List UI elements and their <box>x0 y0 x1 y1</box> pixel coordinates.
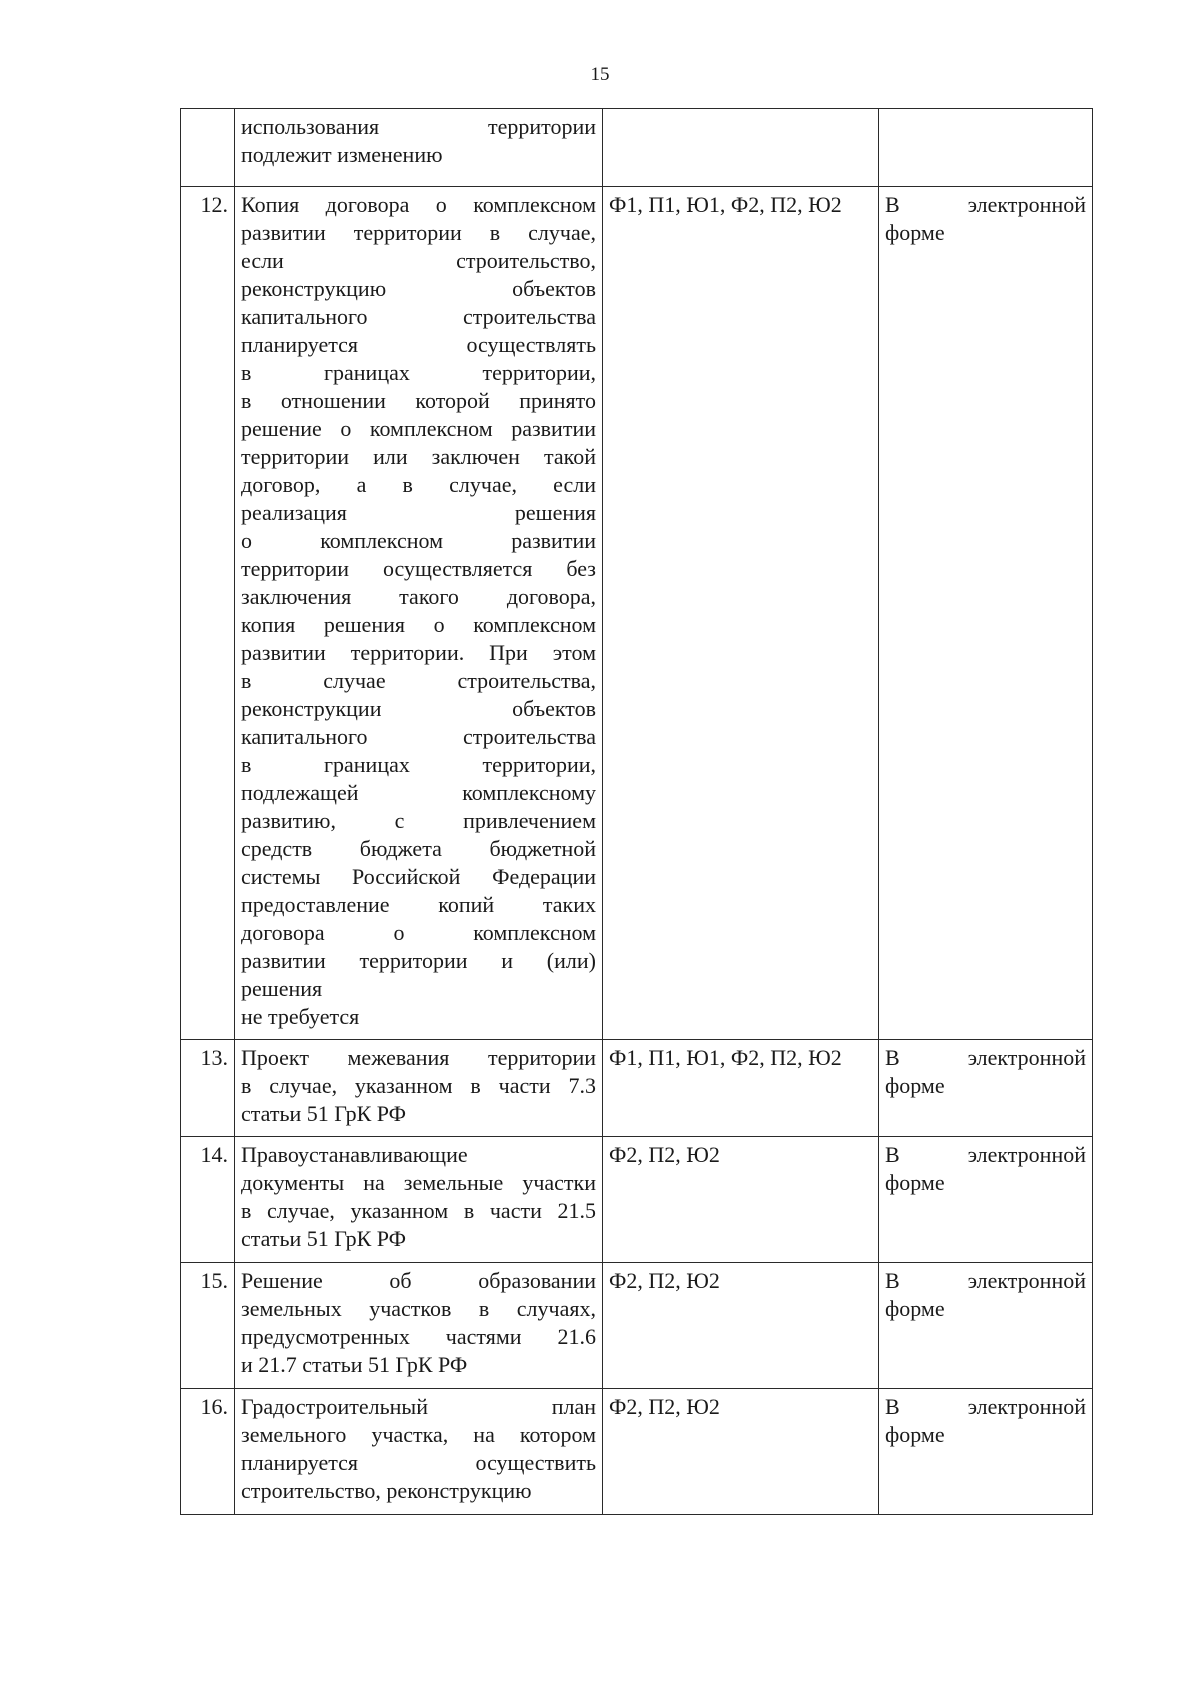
table-row <box>181 109 1093 187</box>
document-description-line: и 21.7 статьи 51 ГрК РФ <box>241 1352 468 1377</box>
document-description <box>235 1137 603 1263</box>
document-description-line: статьи 51 ГрК РФ <box>241 1101 407 1126</box>
document-description <box>235 1263 603 1389</box>
document-description-line: в границах территории, <box>241 360 596 385</box>
document-description-line: подлежит изменению <box>241 142 443 167</box>
document-description-line: в случае, указанном в части 7.3 <box>241 1073 596 1098</box>
document-description-line: развитии территории и (или) <box>241 948 596 973</box>
document-description <box>235 1040 603 1137</box>
submission-form-line: форме <box>885 1170 945 1195</box>
document-description-line: земельных участков в случаях, <box>241 1296 596 1321</box>
document-description-line: в случае, указанном в части 21.5 <box>241 1198 596 1223</box>
document-description-line: планируется осуществлять <box>241 332 596 357</box>
row-number: 14. <box>181 1137 235 1263</box>
document-description-line: статьи 51 ГрК РФ <box>241 1226 407 1251</box>
submission-form-line: В электронной <box>885 1268 1086 1293</box>
document-description-line: планируется осуществить <box>241 1450 596 1475</box>
document-description-line: не требуется <box>241 1004 360 1029</box>
submission-form-line: В электронной <box>885 1045 1086 1070</box>
document-description-line: в границах территории, <box>241 752 596 777</box>
submission-form <box>879 1040 1093 1137</box>
document-description-line: предусмотренных частями 21.6 <box>241 1324 596 1349</box>
document-description-line: территории или заключен такой <box>241 444 596 469</box>
document-description-line: в случае строительства, <box>241 668 596 693</box>
submission-form <box>879 109 1093 187</box>
document-description-line: реализация решения <box>241 500 596 525</box>
page-number: 15 <box>590 64 610 85</box>
submission-form <box>879 1389 1093 1515</box>
table-row <box>181 1263 1093 1389</box>
document-description-line: заключения такого договора, <box>241 584 596 609</box>
submission-form <box>879 187 1093 1040</box>
document-description-line: развитию, с привлечением <box>241 808 596 833</box>
document-description <box>235 109 603 187</box>
document-description-line: Правоустанавливающие <box>241 1142 468 1167</box>
document-description-line: если строительство, <box>241 248 596 273</box>
document-description-line: капитального строительства <box>241 304 596 329</box>
submission-form-line: форме <box>885 1073 945 1098</box>
document-description-line: реконструкции объектов <box>241 696 596 721</box>
document-description-line: средств бюджета бюджетной <box>241 836 596 861</box>
table-row <box>181 1040 1093 1137</box>
document-description-line: документы на земельные участки <box>241 1170 596 1195</box>
document-description-line: Решение об образовании <box>241 1268 596 1293</box>
document-description-line: развитии территории в случае, <box>241 220 596 245</box>
document-description-line: копия решения о комплексном <box>241 612 596 637</box>
document-description-line: Градостроительный план <box>241 1394 596 1419</box>
document-description-line: решение о комплексном развитии <box>241 416 596 441</box>
table-row <box>181 1137 1093 1263</box>
applicant-categories: Ф2, П2, Ю2 <box>603 1389 879 1515</box>
applicant-categories: Ф2, П2, Ю2 <box>603 1137 879 1263</box>
table-row <box>181 187 1093 1040</box>
document-description-line: капитального строительства <box>241 724 596 749</box>
table-row <box>181 1389 1093 1515</box>
submission-form <box>879 1263 1093 1389</box>
submission-form-line: форме <box>885 1422 945 1447</box>
document-description-line: Проект межевания территории <box>241 1045 596 1070</box>
document-description-line: договор, а в случае, если <box>241 472 596 497</box>
submission-form-line: В электронной <box>885 1142 1086 1167</box>
row-number <box>181 109 235 187</box>
document-description-line: территории осуществляется без <box>241 556 596 581</box>
applicant-categories: Ф1, П1, Ю1, Ф2, П2, Ю2 <box>603 187 879 1040</box>
document-description-line: использования территории <box>241 114 596 139</box>
submission-form-line: форме <box>885 1296 945 1321</box>
submission-form-line: В электронной <box>885 192 1086 217</box>
applicant-categories: Ф2, П2, Ю2 <box>603 1263 879 1389</box>
document-description-line: развитии территории. При этом <box>241 640 596 665</box>
document-description <box>235 187 603 1040</box>
applicant-categories: Ф1, П1, Ю1, Ф2, П2, Ю2 <box>603 1040 879 1137</box>
document-description-line: Копия договора о комплексном <box>241 192 596 217</box>
document-description-line: реконструкцию объектов <box>241 276 596 301</box>
document-description <box>235 1389 603 1515</box>
document-description-line: о комплексном развитии <box>241 528 596 553</box>
document-description-line: решения <box>241 976 323 1001</box>
submission-form-line: форме <box>885 220 945 245</box>
document-description-line: предоставление копий таких <box>241 892 596 917</box>
row-number: 16. <box>181 1389 235 1515</box>
submission-form-line: В электронной <box>885 1394 1086 1419</box>
row-number: 13. <box>181 1040 235 1137</box>
document-description-line: системы Российской Федерации <box>241 864 596 889</box>
document-description-line: строительство, реконструкцию <box>241 1478 532 1503</box>
document-description-line: в отношении которой принято <box>241 388 596 413</box>
row-number: 12. <box>181 187 235 1040</box>
documents-table <box>180 108 1093 1515</box>
document-description-line: подлежащей комплексному <box>241 780 596 805</box>
submission-form <box>879 1137 1093 1263</box>
applicant-categories <box>603 109 879 187</box>
document-description-line: договора о комплексном <box>241 920 596 945</box>
document-description-line: земельного участка, на котором <box>241 1422 596 1447</box>
row-number: 15. <box>181 1263 235 1389</box>
